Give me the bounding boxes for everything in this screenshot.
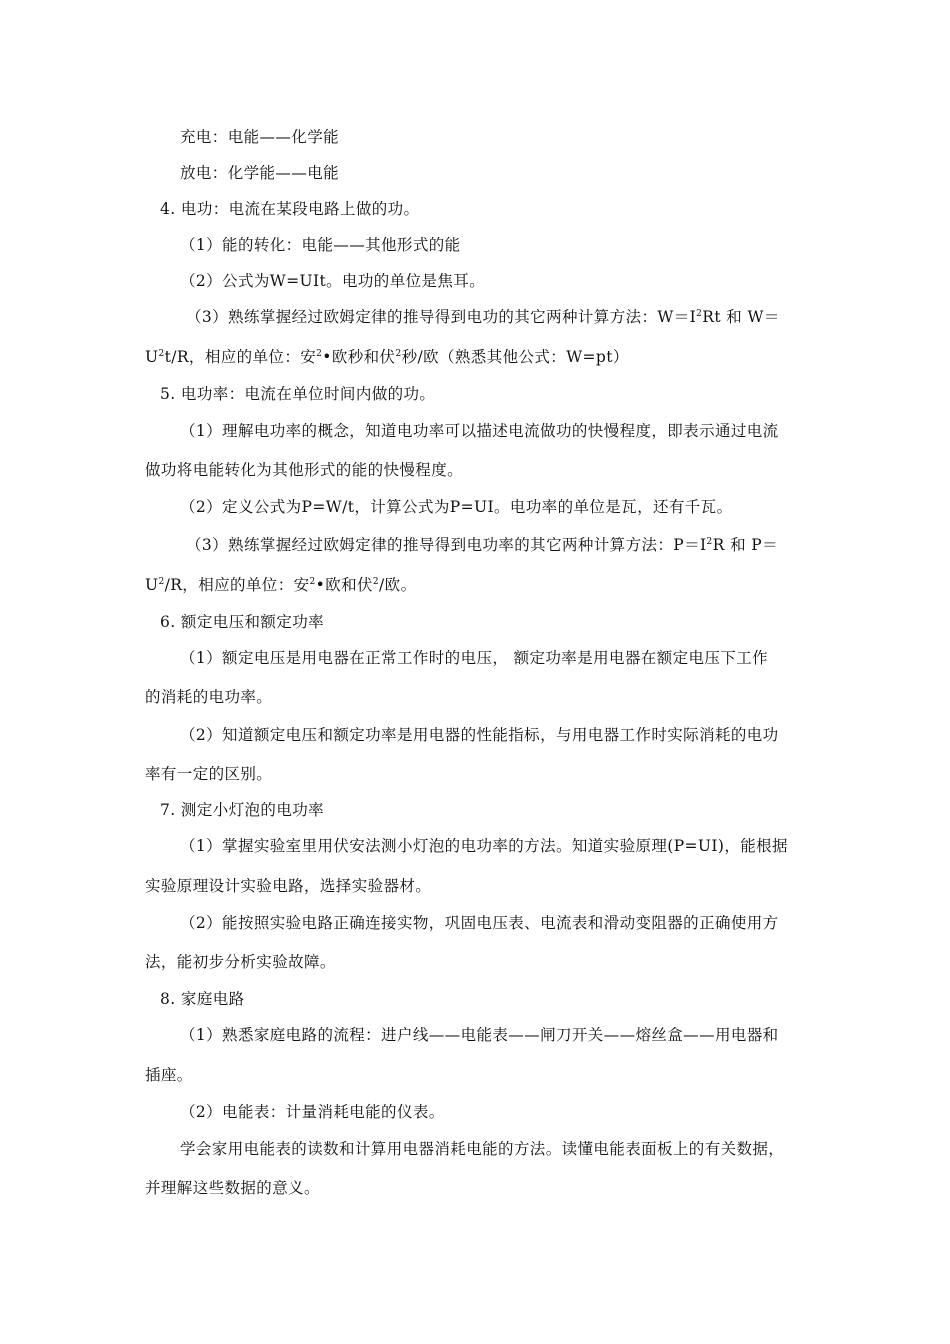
text-line: （3）熟练掌握经过欧姆定律的推导得到电功率的其它两种计算方法：$P=I^2R$ 和 P＝: [186, 536, 779, 554]
text-line: 并理解这些数据的意义。: [145, 1179, 320, 1197]
text-line: 法，能初步分析实验故障。: [145, 953, 336, 971]
text-line: （2）电能表：计量消耗电能的仪表。: [180, 1103, 445, 1121]
text-line: （2）能按照实验电路正确连接实物，巩固电压表、电流表和滑动变阻器的正确使用方: [180, 914, 779, 932]
text-line: （2）定义公式为P=W/t，计算公式为P=UI。电功率的单位是瓦，还有千瓦。: [180, 498, 733, 516]
text-line: 做功将电能转化为其他形式的能的快慢程度。: [145, 461, 464, 479]
text-line: （1）掌握实验室里用伏安法测小灯泡的电功率的方法。知道实验原理(P=UI)，能根据: [180, 837, 788, 855]
section-heading: 7. 测定小灯泡的电功率: [160, 801, 325, 819]
text-line: 率有一定的区别。: [145, 765, 273, 783]
text-line: $U^2t/R$，相应的单位：安$^2$•欧秒和伏$^2$秒/欧（熟悉其他公式：W=pt）: [145, 348, 629, 366]
text-line: （1）额定电压是用电器在正常工作时的电压， 额定功率是用电器在额定电压下工作: [180, 649, 768, 667]
section-heading: 5. 电功率：电流在单位时间内做的功。: [160, 385, 436, 403]
text-line: 充电：电能——化学能: [180, 128, 340, 146]
section-heading: 8. 家庭电路: [160, 990, 245, 1008]
superscript: 2: [316, 349, 323, 359]
section-heading: 6. 额定电压和额定功率: [160, 613, 325, 631]
text-line: 插座。: [145, 1066, 193, 1084]
text-line: 的消耗的电功率。: [145, 688, 273, 706]
superscript: 2: [696, 309, 703, 319]
text-line: （1）熟悉家庭电路的流程：进户线——电能表——闸刀开关——熔丝盒——用电器和: [180, 1026, 779, 1044]
text-line: （3）熟练掌握经过欧姆定律的推导得到电功的其它两种计算方法：$W=I^2Rt$ 和 W＝: [186, 308, 780, 326]
text-line: 实验原理设计实验电路，选择实验器材。: [145, 877, 432, 895]
text-line: （1）理解电功率的概念，知道电功率可以描述电流做功的快慢程度，即表示通过电流: [180, 422, 779, 440]
superscript: 2: [706, 537, 713, 547]
text-line: （1）能的转化：电能——其他形式的能: [180, 236, 461, 254]
text-line: （2）知道额定电压和额定功率是用电器的性能指标，与用电器工作时实际消耗的电功: [180, 726, 779, 744]
superscript: 2: [395, 349, 402, 359]
superscript: 2: [158, 577, 165, 587]
text-line: $U^2/R$，相应的单位：安$^2$•欧和伏$^2$/欧。: [145, 576, 417, 594]
superscript: 2: [309, 577, 316, 587]
text-line: 学会家用电能表的读数和计算用电器消耗电能的方法。读懂电能表面板上的有关数据，: [180, 1140, 785, 1158]
text-line: （2）公式为W=UIt。电功的单位是焦耳。: [180, 272, 486, 290]
superscript: 2: [372, 577, 380, 587]
section-heading: 4. 电功：电流在某段电路上做的功。: [160, 200, 420, 218]
text-line: 放电：化学能——电能: [180, 164, 340, 182]
superscript: 2: [158, 349, 165, 359]
